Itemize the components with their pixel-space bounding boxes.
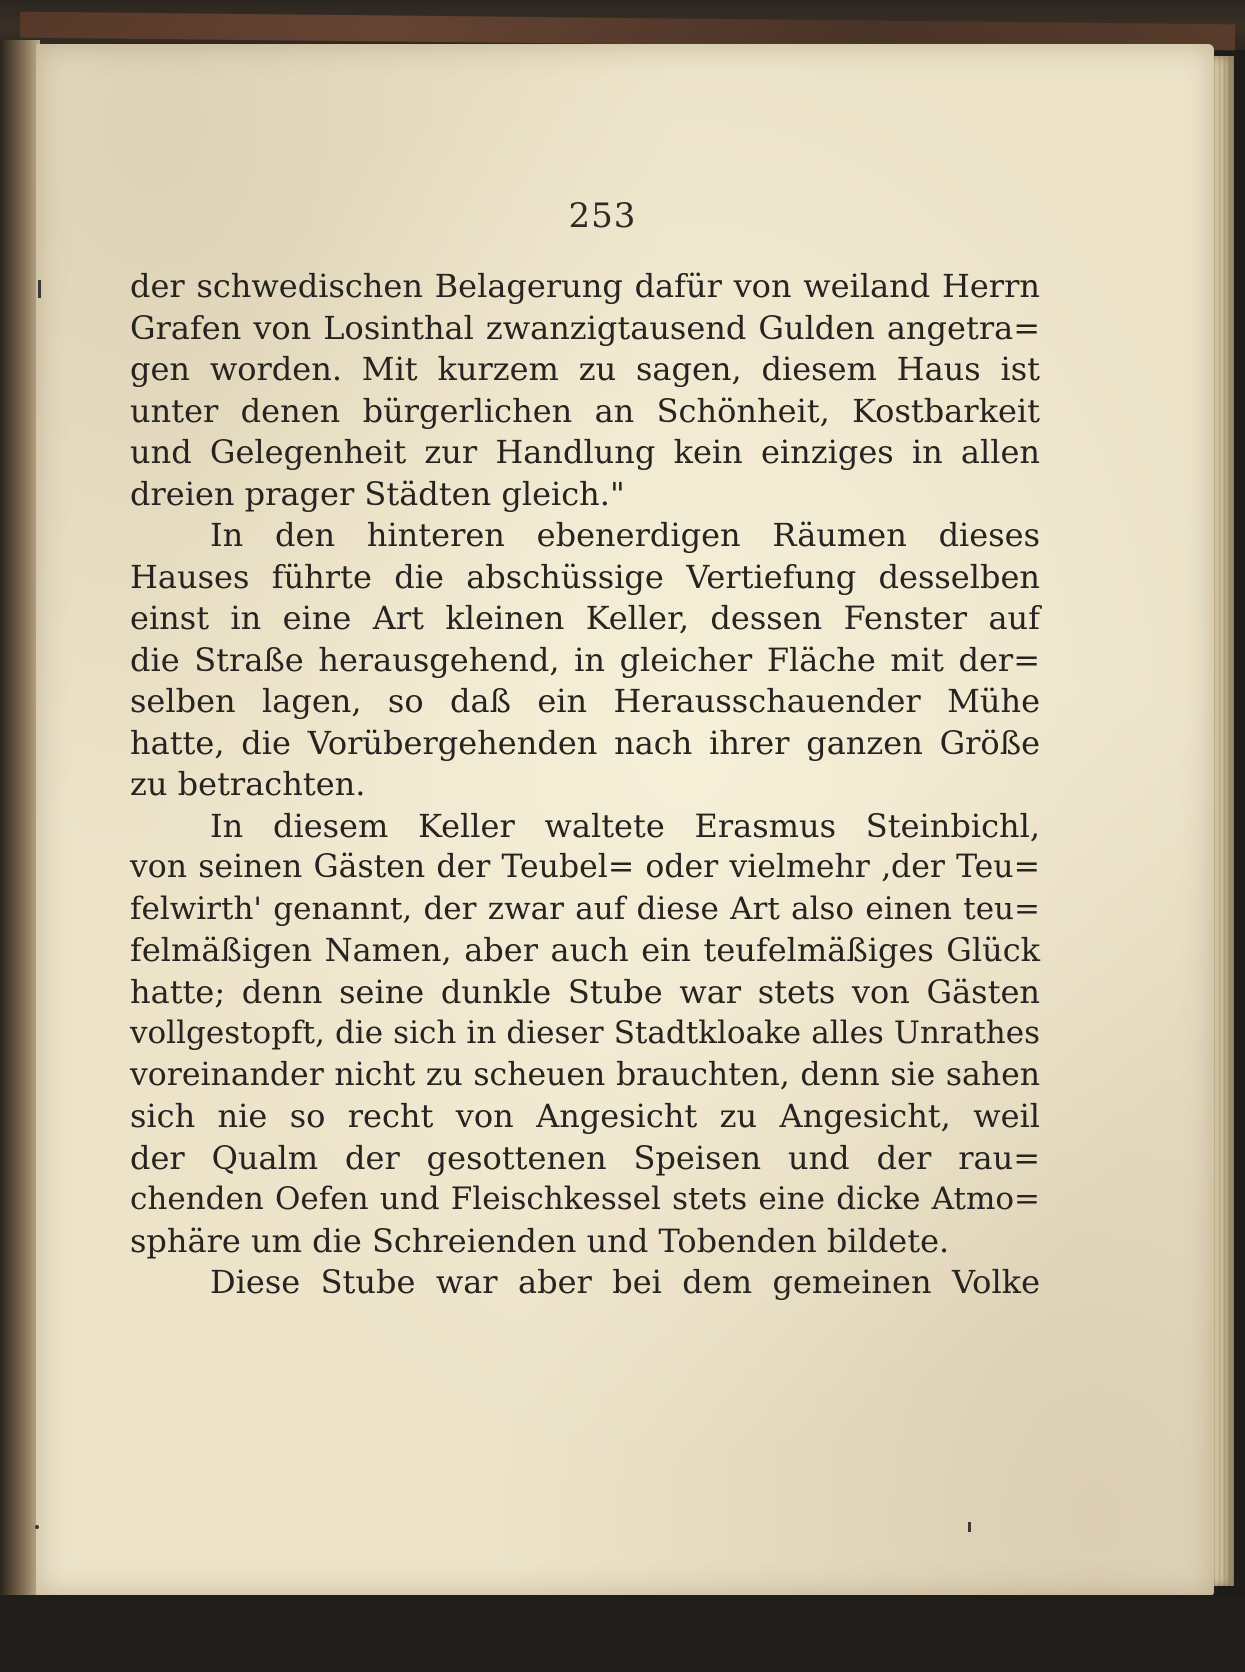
text-line: hatte, die Vorübergehenden nach ihrer ganzen Größe [130,723,1040,762]
text-line: vollgestopft, die sich in dieser Stadtkloake alles Unrathes [130,1015,1040,1051]
book-spine-edge [0,40,40,1610]
text-line: In diesem Keller waltete Erasmus Steinbichl, [210,806,1040,845]
text-line: Diese Stube war aber bei dem gemeinen Volke [210,1263,1040,1301]
page-body-text [130,266,1040,1304]
text-line: dreien prager Städten gleich." [130,474,625,513]
text-line: selben lagen, so daß ein Herausschauender Mühe [130,682,1040,720]
book-cover-bottom [0,1595,1245,1672]
text-line: sich nie so recht von Angesicht zu Angesicht, weil [130,1097,1040,1135]
text-line: sphäre um die Schreienden und Tobenden bildete. [130,1221,950,1260]
text-line: die Straße herausgehend, in gleicher Fläche mit der= [130,640,1040,679]
text-line: unter denen bürgerlichen an Schönheit, Kostbarkeit [130,391,1040,430]
margin-mark [968,1522,971,1532]
text-line: chenden Oefen und Fleischkessel stets eine dicke Atmo= [130,1181,1040,1217]
margin-mark [35,1525,39,1529]
text-line: zu betrachten. [130,765,366,803]
text-line: von seinen Gästen der Teubel= oder vielmehr ‚der Teu= [130,849,1040,885]
text-line: voreinander nicht zu scheuen brauchten, denn sie sahen [130,1056,1040,1093]
text-line: felmäßigen Namen, aber auch ein teufelmäßiges Glück [130,931,1040,969]
book-cover-top [0,0,1245,50]
text-line: felwirth' genannt, der zwar auf diese Art also einen teu= [130,890,1040,927]
page-number: 253 [568,196,637,236]
text-line: und Gelegenheit zur Handlung kein einziges in allen [130,433,1040,471]
text-line: der schwedischen Belagerung dafür von weiland Herrn [130,267,1040,305]
text-line: Hauses führte die abschüssige Vertiefung desselben [130,557,1040,596]
text-line: gen worden. Mit kurzem zu sagen, diesem Haus ist [130,350,1040,388]
text-line: hatte; denn seine dunkle Stube war stets von Gästen [130,972,1040,1011]
text-line: In den hinteren ebenerdigen Räumen dieses [210,516,1040,554]
margin-mark [38,280,41,298]
text-line: einst in eine Art kleinen Keller, dessen Fenster auf [130,599,1040,637]
text-line: Grafen von Losinthal zwanzigtausend Gulden angetra= [130,308,1040,347]
text-line: der Qualm der gesottenen Speisen und der rau= [130,1138,1040,1177]
